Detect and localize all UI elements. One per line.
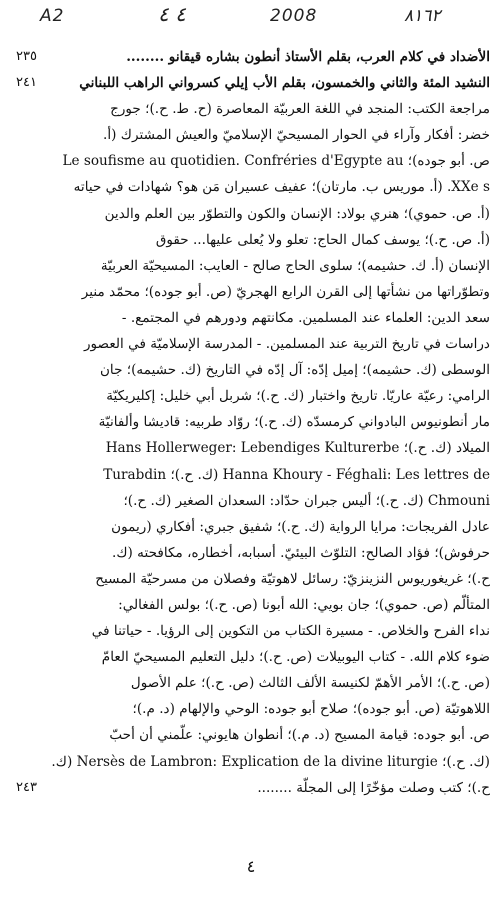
text-line: مراجعة الكتب: المنجد في اللغة العربيّة المعاصرة (ح. ط. ح.)؛ جورج — [110, 101, 490, 118]
handwritten-mark-mid: ٤ ٤ — [158, 2, 186, 26]
handwritten-mark-a2: A2 — [40, 6, 65, 26]
toc-entry-text: ح.)؛ كتب وصلت مؤخّرًا إلى المجلّة ........ — [257, 779, 490, 796]
toc-page-number: ٢٤٣ — [16, 779, 37, 795]
page-number: ٤ — [246, 857, 256, 876]
text-line: اللاهوتيّة (ص. أبو جوده)؛ صلاح أبو جوده: الوحي والإلهام (د. م.)؛ — [132, 701, 490, 718]
text-line: Hanna Khoury - Féghali: Les lettres de (ك. ح.)؛ Turabdin — [103, 466, 490, 483]
toc-entry-last — [16, 775, 490, 801]
text-line: XXe s. (أ. موريس ب. مارتان)؛ عفيف عسيران مَن هو؟ شهادات في حياته — [73, 179, 490, 196]
handwritten-code: ٨١٦٢ — [404, 6, 441, 26]
text-line: خضر: أفكار وآراء في الحوار المسيحيّ الإسلاميّ والعيش المشترك (أ. — [103, 127, 490, 144]
toc-entry-2 — [16, 70, 490, 96]
text-line: دراسات في تاريخ التربية عند المسلمين. - المدرسة الإسلاميّة في العصور — [83, 336, 490, 353]
text-line: الميلاد (ك. ح.)؛ Hans Hollerweger: Lebendiges Kulturerbe — [105, 440, 490, 457]
text-line: الإنسان (أ. ك. حشيمه)؛ سلوى الحاج صالح - العايب: المسيحيّة العربيّة — [100, 257, 490, 274]
text-line: (ص. ح.)؛ الأمر الأهمّ لكنيسة الألف الثالث (ص. ح.)؛ علم الأصول — [130, 675, 490, 692]
handwritten-year: 2008 — [270, 6, 318, 26]
toc-page-number: ٢٣٥ — [16, 49, 37, 64]
text-line: Chmouni (ك. ح.)؛ أليس جبران حدّاد: السعدان الصغير (ك. ح.)؛ — [123, 492, 490, 509]
toc-page-number: ٢٤١ — [16, 75, 37, 91]
text-line: المتألّم (ص. حموي)؛ جان بويي: الله أبونا (ص. ح.)؛ بولس الفغالي: — [118, 596, 490, 613]
text-line: الوسطى (ك. حشيمه)؛ إميل إدّه: آل إدّه في التاريخ (ك. حشيمه)؛ جان — [99, 362, 490, 379]
text-line: ص. أبو جوده)؛ Le soufisme au quotidien. Confréries d'Egypte au — [62, 153, 490, 170]
text-line: ضوء كلام الله. - كتاب اليوبيلات (ص. ح.)؛ دليل التعليم المسيحيّ العامّ — [101, 649, 490, 666]
text-line: نداء الفرح والخلاص. - مسيرة الكتاب من التكوين إلى الرؤيا. - حياتنا في — [91, 623, 490, 640]
toc-entry-text: الأضداد في كلام العرب، بقلم الأستاذ أنطون بشاره قيقانو ........ — [126, 49, 490, 65]
text-line: (ك. ح.)؛ Nersès de Lambron: Explication de la divine liturgie (ك. — [51, 753, 490, 770]
text-line: حرفوش)؛ فؤاد الصالح: التلوّث البيئيّ. أسبابه، أخطاره، مكافحته (ك. — [112, 544, 490, 561]
text-line: وتطوّراتها من نشأتها إلى القرن الرابع الهجريّ (ص. أبو جوده)؛ محمّد منير — [81, 283, 490, 300]
text-line: ح.)؛ غريغوريوس النزينزيّ: رسائل لاهوتيّة وفصلان من مسرحيّة المسيح — [95, 570, 490, 587]
text-line: مار أنطونيوس البادواني كرمسدّه (ك. ح.)؛ روّاد طربيه: قاديشا وألفانيّة — [98, 414, 490, 431]
text-line: سعد الدين: العلماء عند المسلمين. مكانتهم ودورهم في المجتمع. - — [121, 309, 490, 326]
toc-entry-1 — [16, 44, 490, 70]
table-of-contents — [16, 44, 490, 801]
text-line: الرامي: رعيّة عاريّا. تاريخ واختبار (ك. ح.)؛ شربل أبي خليل: إكليريكيّة — [106, 388, 490, 405]
text-line: (أ. ص. ح.)؛ يوسف كمال الحاج: تعلو ولا يُعلى عليها... حقوق — [155, 231, 490, 248]
text-line: ص. أبو جوده: قيامة المسيح (د. م.)؛ أنطوان هايوني: علّمني أن أحبّ — [109, 727, 490, 744]
toc-entry-text: النشيد المئة والثاني والخمسون، بقلم الأب إيلي كسرواني الراهب اللبناني — [79, 75, 490, 92]
text-line: (أ. ص. حموي)؛ هنري بولاد: الإنسان والكون والتطوّر بين العلم والدين — [104, 205, 490, 222]
text-line: عادل الفريجات: مرايا الرواية (ك. ح.)؛ شفيق جبري: أفكاري (ريمون — [111, 518, 490, 535]
